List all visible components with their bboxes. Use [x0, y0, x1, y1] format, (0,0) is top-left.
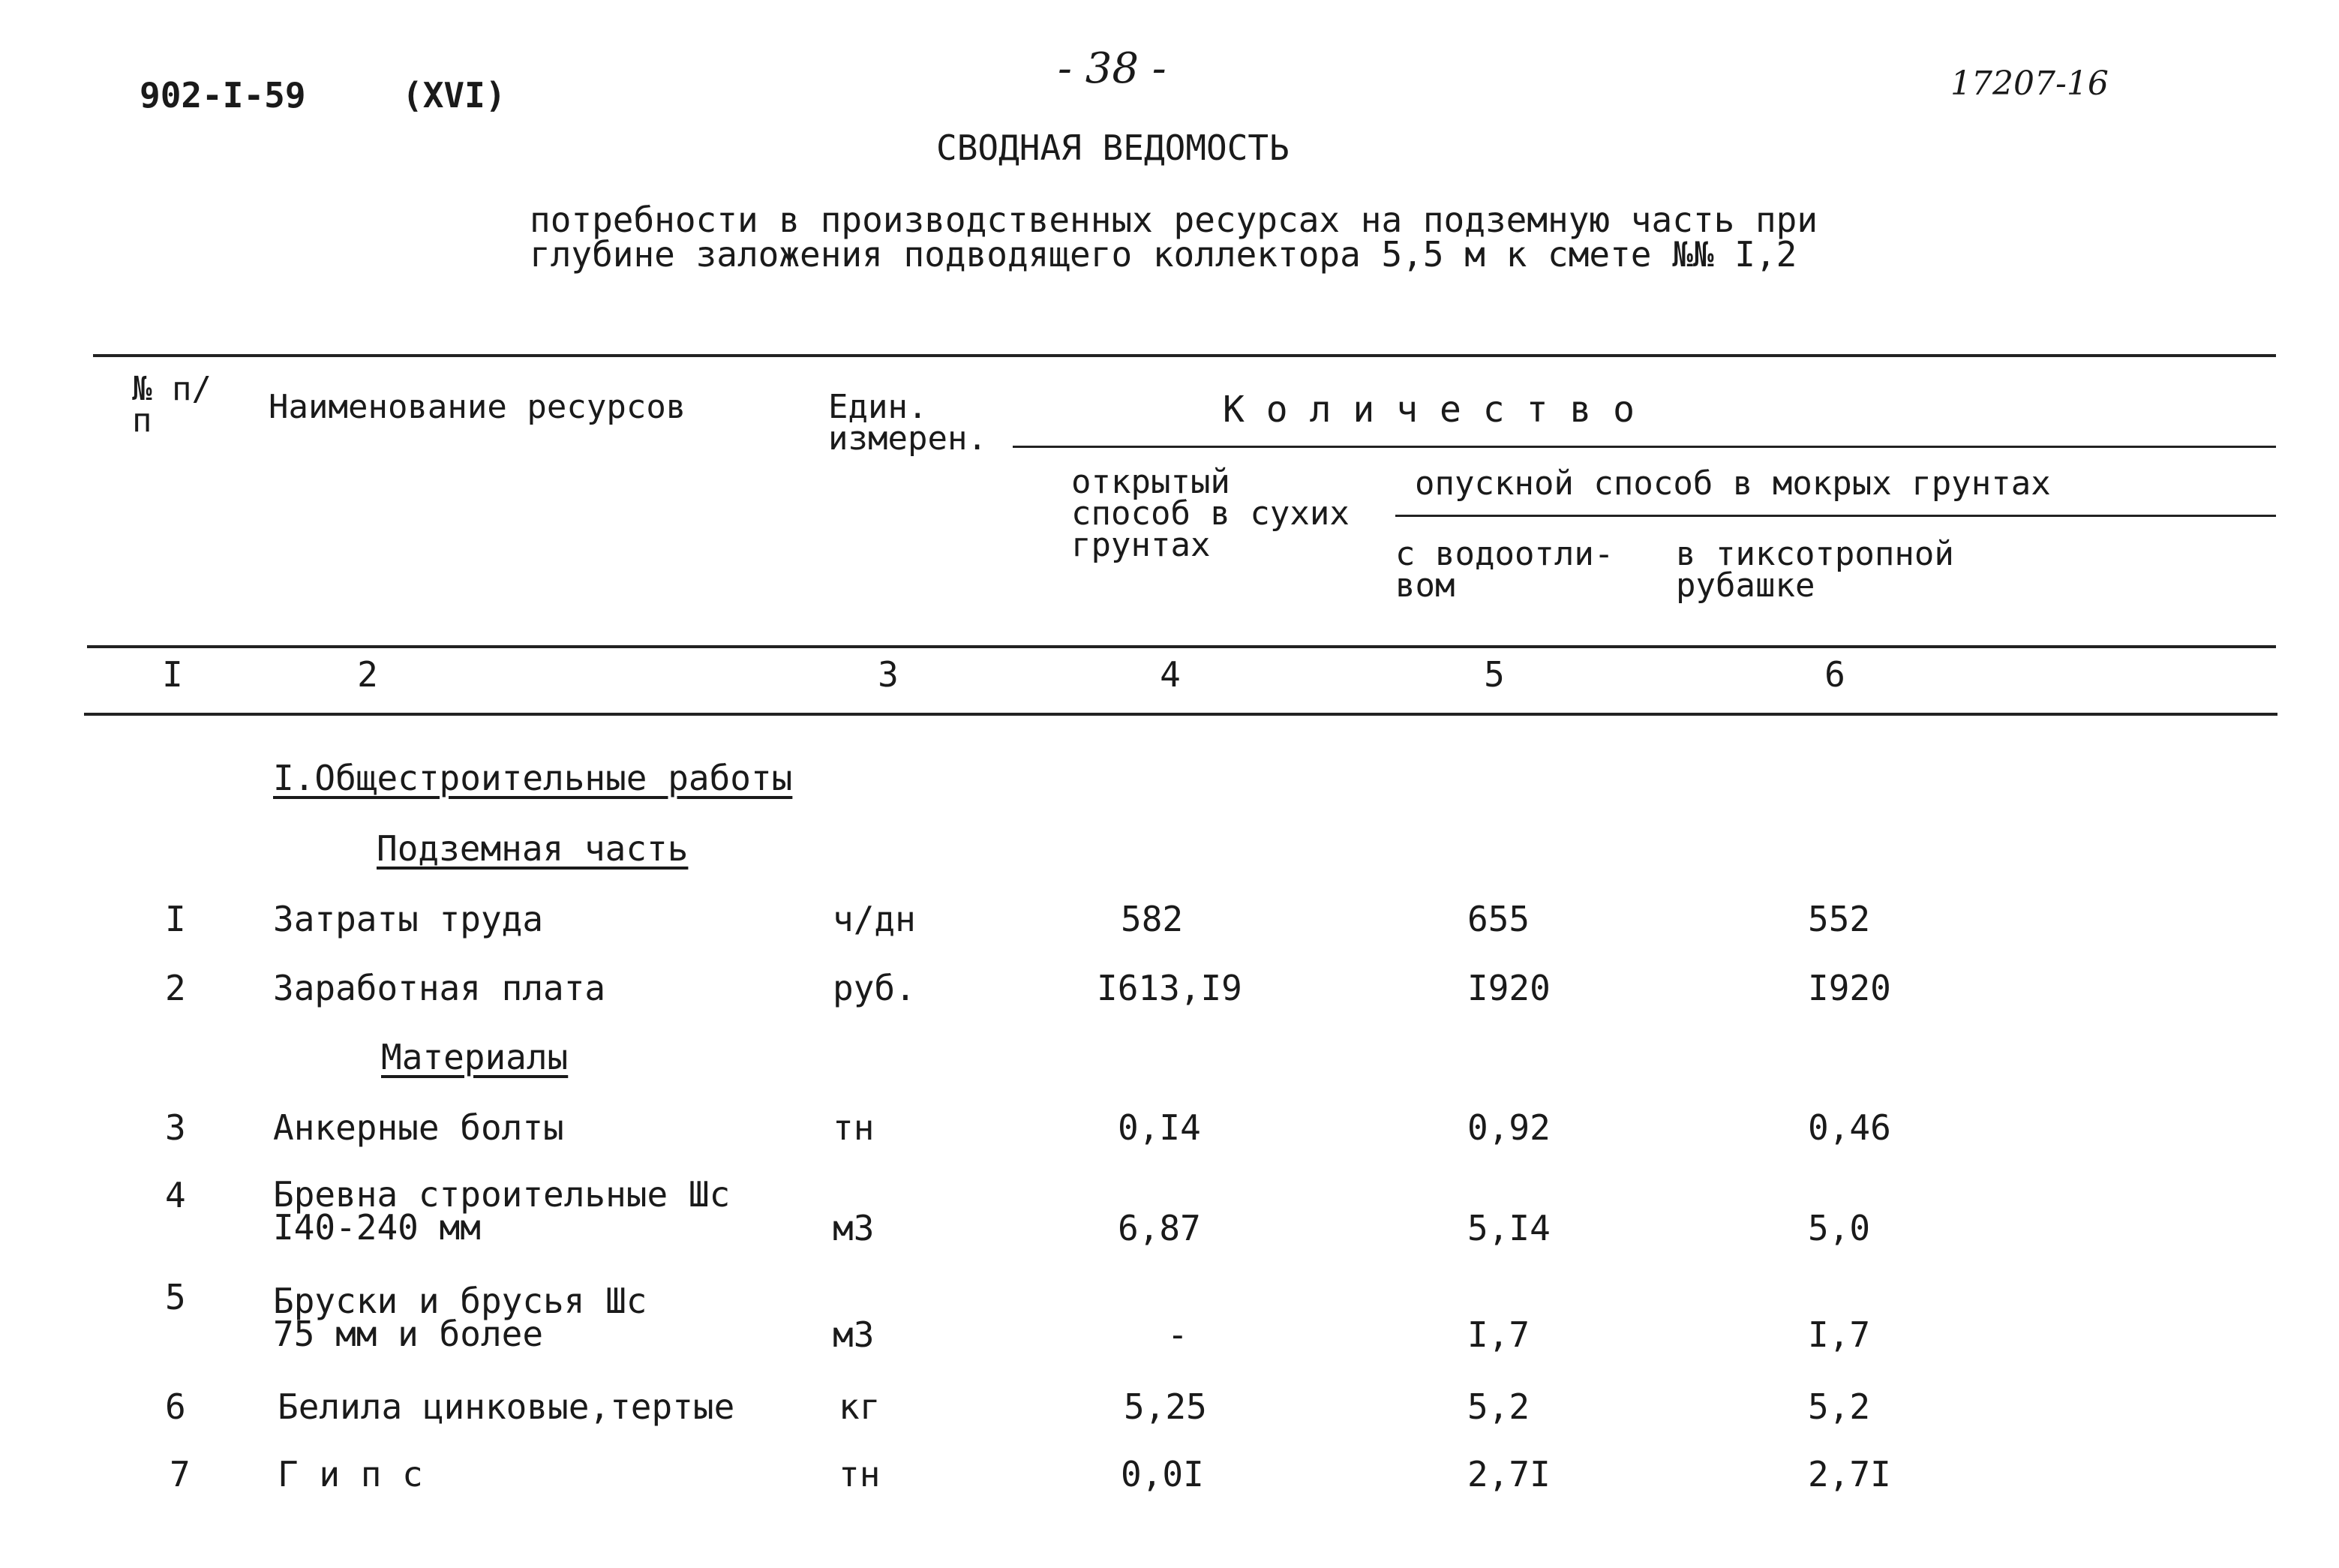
drainage-value: 0,92 — [1467, 1107, 1551, 1148]
resource-name: Белила цинковые,тертые — [278, 1386, 735, 1427]
open-method-value: 5,25 — [1124, 1386, 1207, 1427]
resource-name: Анкерные болты — [273, 1107, 564, 1148]
column-number-3: 3 — [878, 654, 899, 695]
subtitle-line-1: потребности в производственных ресурсах на подземную часть при — [530, 200, 1818, 240]
sinking-rule — [1395, 515, 2276, 517]
row-number: 7 — [170, 1454, 191, 1494]
thixotropic-value: I,7 — [1808, 1314, 1871, 1355]
drainage-value: 5,2 — [1467, 1386, 1530, 1427]
unit-value: кг — [839, 1386, 881, 1427]
row-number: 2 — [165, 968, 186, 1008]
quantity-rule — [1013, 446, 2276, 448]
drainage-value: I920 — [1467, 968, 1551, 1008]
open-method-value: I613,I9 — [1097, 968, 1242, 1008]
thixotropic-value: 0,46 — [1808, 1107, 1891, 1148]
drainage-value: 2,7I — [1467, 1454, 1551, 1494]
column-number-4: 4 — [1160, 654, 1181, 695]
column-header-thixotropic: в тиксотропной рубашке — [1676, 535, 1954, 605]
thixotropic-value: 2,7I — [1808, 1454, 1891, 1494]
column-header-sinking-method: опускной способ в мокрых грунтах — [1415, 464, 2051, 503]
section-heading-general: I.Общестроительные работы — [273, 758, 793, 798]
drainage-value: I,7 — [1467, 1314, 1530, 1355]
resource-name: Бруски и брусья Шс 75 мм и более — [273, 1281, 647, 1354]
row-number: I — [165, 899, 186, 939]
drainage-value: 655 — [1467, 899, 1530, 939]
column-header-open-method: открытый способ в сухих грунтах — [1071, 463, 1350, 564]
drainage-value: 5,I4 — [1467, 1208, 1551, 1248]
open-method-value: 6,87 — [1118, 1208, 1201, 1248]
open-method-value: 582 — [1121, 899, 1184, 939]
row-number: 4 — [165, 1175, 186, 1215]
section-heading-materials: Материалы — [381, 1037, 569, 1077]
header-bottom-rule — [87, 645, 2276, 648]
document-code: 902-I-59 — [140, 75, 306, 116]
column-header-number: № п/п — [132, 370, 212, 440]
column-number-2: 2 — [357, 654, 378, 695]
open-method-value: 0,0I — [1121, 1454, 1204, 1494]
thixotropic-value: 5,2 — [1808, 1386, 1871, 1427]
unit-value: тн — [839, 1454, 881, 1494]
unit-value: руб. — [833, 968, 916, 1008]
unit-value: м3 — [833, 1208, 875, 1248]
document-title: СВОДНАЯ ВЕДОМОСТЬ — [936, 128, 1290, 168]
column-number-5: 5 — [1484, 654, 1505, 695]
thixotropic-value: I920 — [1808, 968, 1891, 1008]
row-number: 5 — [165, 1277, 186, 1317]
thixotropic-value: 552 — [1808, 899, 1871, 939]
column-header-quantity: К о л и ч е с т в о — [1223, 389, 1635, 431]
resource-name: Заработная плата — [273, 968, 606, 1008]
column-header-unit: Един. измерен. — [828, 388, 987, 458]
resource-name: Затраты труда — [273, 899, 544, 939]
open-method-value: 0,I4 — [1118, 1107, 1201, 1148]
subtitle-line-2: глубине заложения подводящего коллектора 5,5 м к смете №№ I,2 — [530, 234, 1797, 275]
unit-value: тн — [833, 1107, 875, 1148]
row-number: 6 — [165, 1386, 186, 1427]
page-number: - 38 - — [1058, 44, 1166, 93]
column-number-6: 6 — [1824, 654, 1845, 695]
volume-label: (XVI) — [402, 75, 506, 116]
resource-name: Бревна строительные Шс I40-240 мм — [273, 1174, 731, 1248]
unit-value: м3 — [833, 1314, 875, 1355]
unit-value: ч/дн — [833, 899, 916, 939]
open-method-value: - — [1167, 1314, 1188, 1355]
column-header-drainage: с водоотли- вом — [1395, 535, 1614, 605]
column-header-name: Наименование ресурсов — [269, 388, 686, 426]
resource-name: Г и п с — [278, 1454, 423, 1494]
numbering-bottom-rule — [84, 713, 2277, 716]
row-number: 3 — [165, 1107, 186, 1148]
thixotropic-value: 5,0 — [1808, 1208, 1871, 1248]
archive-number: 17207-16 — [1950, 65, 2109, 103]
column-number-1: I — [162, 654, 183, 695]
section-heading-underground: Подземная часть — [377, 828, 689, 869]
table-top-rule — [93, 354, 2276, 357]
